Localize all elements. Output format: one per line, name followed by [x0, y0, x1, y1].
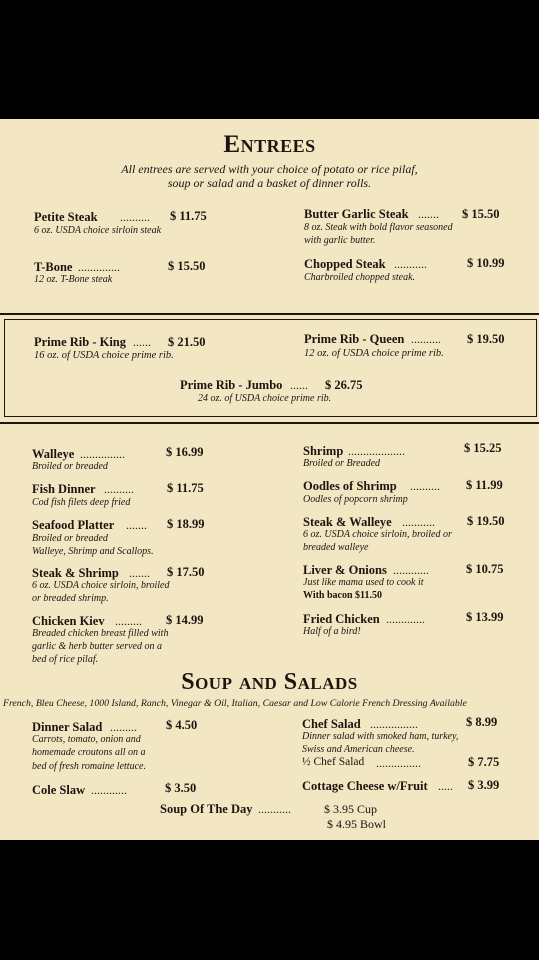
item-price: $ 19.50 — [467, 332, 505, 346]
leader-dots: ....... — [126, 518, 147, 532]
leader-dots: ...... — [290, 378, 308, 392]
item-name: T-Bone — [34, 260, 73, 274]
item-name: Chicken Kiev — [32, 614, 105, 628]
item-price: $ 3.99 — [468, 778, 500, 792]
item-price: $ 3.95 Cup — [324, 802, 378, 816]
leader-dots: .......... — [411, 332, 441, 346]
item-price: $ 15.50 — [168, 259, 206, 273]
item-price: $ 21.50 — [168, 335, 206, 349]
item-desc: Dinner salad with smoked ham, turkey, — [302, 731, 459, 742]
entrees-title: Entrees — [223, 131, 316, 158]
item-name: Steak & Shrimp — [32, 566, 119, 580]
item-price: $ 15.25 — [464, 441, 502, 455]
item-desc: Breaded chicken breast filled with — [32, 628, 169, 639]
item-price: $ 13.99 — [466, 610, 504, 624]
item-name: Chef Salad — [302, 717, 361, 731]
leader-dots: ................ — [370, 717, 418, 731]
item-name: Liver & Onions — [303, 563, 387, 577]
item-extra: With bacon $11.50 — [303, 590, 382, 601]
leader-dots: ................... — [348, 444, 405, 458]
item-name: Butter Garlic Steak — [304, 207, 409, 221]
leader-dots: ....... — [129, 566, 150, 580]
item-price: $ 8.99 — [466, 715, 498, 729]
item-price: $ 19.50 — [467, 514, 505, 528]
item-desc: 8 oz. Steak with bold flavor seasoned — [304, 222, 453, 233]
item-price: $ 15.50 — [462, 207, 500, 221]
item-desc: bed of fresh romaine lettuce. — [32, 761, 146, 772]
item-name: Oodles of Shrimp — [303, 479, 397, 493]
item-name: Prime Rib - Jumbo — [180, 378, 283, 392]
item-price: $ 11.75 — [170, 209, 207, 223]
item-name: Fish Dinner — [32, 482, 96, 496]
leader-dots: ..... — [438, 779, 453, 793]
item-name: Steak & Walleye — [303, 515, 392, 529]
item-desc: Charbroiled chopped steak. — [304, 272, 416, 283]
item-desc: Walleye, Shrimp and Scallops. — [32, 546, 154, 557]
item-desc: 6 oz. USDA choice sirloin steak — [34, 225, 162, 236]
item-desc: 12 oz. of USDA choice prime rib. — [304, 348, 444, 359]
item-name: Cottage Cheese w/Fruit — [302, 779, 428, 793]
item-name: Prime Rib - King — [34, 335, 127, 349]
item-desc: 16 oz. of USDA choice prime rib. — [34, 350, 174, 361]
item-desc: Broiled or breaded — [32, 533, 108, 544]
leader-dots: .............. — [78, 260, 120, 274]
leader-dots: ........... — [402, 515, 435, 529]
item-name: Petite Steak — [34, 210, 98, 224]
item-name: Shrimp — [303, 444, 344, 458]
item-desc: 24 oz. of USDA choice prime rib. — [198, 393, 332, 404]
item-price: $ 14.99 — [166, 613, 204, 627]
leader-dots: .......... — [120, 210, 150, 224]
item-name: Seafood Platter — [32, 518, 115, 532]
item-price: $ 10.99 — [467, 256, 505, 270]
entrees-intro-1: All entrees are served with your choice of potato or rice pilaf, — [121, 162, 418, 176]
leader-dots: ........... — [394, 257, 427, 271]
item-name: Fried Chicken — [303, 612, 380, 626]
item-price: $ 11.75 — [167, 481, 204, 495]
leader-dots: ............ — [393, 563, 429, 577]
leader-dots: ....... — [418, 207, 439, 221]
item-desc: 6 oz. USDA choice sirloin, broiled or — [303, 529, 452, 540]
item-name: Chopped Steak — [304, 257, 386, 271]
item-name: Prime Rib - Queen — [304, 332, 405, 346]
item-desc: garlic & herb butter served on a — [32, 641, 162, 652]
item-desc: Just like mama used to cook it — [303, 577, 424, 588]
menu-page — [0, 119, 539, 840]
item-desc: Oodles of popcorn shrimp — [303, 494, 408, 505]
item-desc: homemade croutons all on a — [32, 747, 146, 758]
item-desc: bed of rice pilaf. — [32, 654, 99, 665]
soups-title: Soup and Salads — [181, 669, 358, 695]
item-name: Walleye — [32, 447, 75, 461]
item-desc: Swiss and American cheese. — [302, 744, 415, 755]
dressings-note: French, Bleu Cheese, 1000 Island, Ranch, Vinegar & Oil, Italian, Caesar and Low Calorie French Dressing Available — [3, 698, 467, 709]
leader-dots: ............ — [91, 783, 127, 797]
item-price: $ 10.75 — [466, 562, 504, 576]
item-desc: or breaded shrimp. — [32, 593, 109, 604]
item-price: $ 16.99 — [166, 445, 204, 459]
leader-dots: .......... — [410, 479, 440, 493]
divider — [0, 422, 539, 424]
item-name: Dinner Salad — [32, 720, 103, 734]
item-desc: breaded walleye — [303, 542, 369, 553]
item-price: $ 26.75 — [325, 378, 363, 392]
leader-dots: ............. — [386, 612, 425, 626]
leader-dots: ...... — [133, 335, 151, 349]
item-desc: Cod fish filets deep fried — [32, 497, 131, 508]
leader-dots: ........... — [258, 802, 291, 816]
item-desc: 6 oz. USDA choice sirloin, broiled — [32, 580, 170, 591]
item-name: ½ Chef Salad — [302, 756, 365, 768]
item-desc: with garlic butter. — [304, 235, 376, 246]
divider — [0, 313, 539, 315]
item-price-bowl: $ 4.95 Bowl — [327, 817, 387, 831]
item-name: Cole Slaw — [32, 783, 86, 797]
item-price: $ 3.50 — [165, 781, 197, 795]
leader-dots: ............... — [80, 447, 125, 461]
item-price: $ 4.50 — [166, 718, 198, 732]
item-desc: Broiled or Breaded — [303, 458, 381, 469]
leader-dots: ............... — [376, 756, 421, 770]
item-price: $ 17.50 — [167, 565, 205, 579]
leader-dots: ......... — [110, 720, 137, 734]
item-name: Soup Of The Day — [160, 802, 253, 816]
item-desc: Carrots, tomato, onion and — [32, 734, 141, 745]
item-desc: 12 oz. T-Bone steak — [34, 274, 113, 285]
item-price: $ 18.99 — [167, 517, 205, 531]
leader-dots: ......... — [115, 614, 142, 628]
item-desc: Broiled or breaded — [32, 461, 108, 472]
leader-dots: .......... — [104, 482, 134, 496]
item-price: $ 11.99 — [466, 478, 503, 492]
item-desc: Half of a bird! — [303, 626, 361, 637]
entrees-intro-2: soup or salad and a basket of dinner rolls. — [167, 176, 372, 190]
item-price: $ 7.75 — [468, 755, 500, 769]
